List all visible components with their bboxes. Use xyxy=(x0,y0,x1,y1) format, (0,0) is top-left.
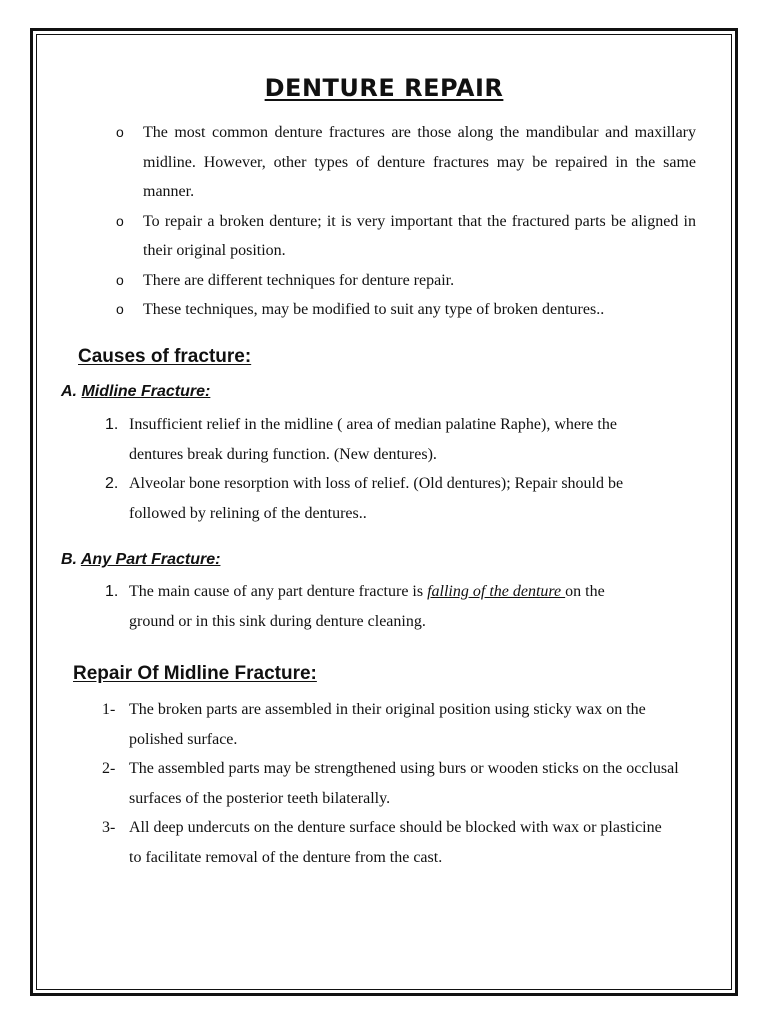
item-text-start: The main cause of any part denture fracture is xyxy=(129,583,428,600)
intro-item xyxy=(116,207,696,266)
any-part-causes-list xyxy=(102,577,702,636)
repair-steps-list xyxy=(102,695,702,872)
item-text: Alveolar bone resorption with loss of relief. (Old dentures); Repair should be followed by relining of the dentures.. xyxy=(129,475,624,522)
emphasized-phrase: falling of the denture xyxy=(427,583,566,600)
item-text xyxy=(129,577,649,636)
causes-heading: Causes of fracture: xyxy=(78,346,252,367)
bullet-marker: o xyxy=(116,271,124,288)
section-letter: B. xyxy=(61,551,77,568)
repair-heading: Repair Of Midline Fracture: xyxy=(73,663,317,684)
item-number: 2. xyxy=(105,475,119,492)
item-text: The assembled parts may be strengthened using burs or wooden sticks on the occlusal surfaces of the posterior teeth bilaterally. xyxy=(129,760,679,807)
item-text: All deep undercuts on the denture surface should be blocked with wax or plasticine to facilitate removal of the denture from the cast. xyxy=(129,819,662,866)
section-letter: A. xyxy=(61,383,77,400)
item-number: 1. xyxy=(105,416,119,433)
midline-fracture-title: Midline Fracture: xyxy=(81,383,211,400)
list-item xyxy=(102,695,702,754)
list-item xyxy=(102,813,702,872)
midline-fracture-heading xyxy=(61,383,210,401)
intro-item-text: The most common denture fractures are those along the mandibular and maxillary midline. However, other types of denture fractures may be repaired in the same manner. xyxy=(143,124,696,200)
bullet-marker: o xyxy=(116,212,124,229)
item-number: 2- xyxy=(102,760,116,777)
intro-item-text: There are different techniques for denture repair. xyxy=(143,271,455,289)
page-title: DENTURE REPAIR xyxy=(264,74,504,102)
intro-item-text: To repair a broken denture; it is very important that the fractured parts be aligned in their original position. xyxy=(143,212,696,259)
any-part-fracture-heading xyxy=(61,551,220,569)
any-part-fracture-title: Any Part Fracture: xyxy=(80,551,221,568)
item-number: 1- xyxy=(102,701,116,718)
intro-item xyxy=(116,266,696,296)
midline-causes-list xyxy=(102,410,702,528)
bullet-marker: o xyxy=(116,301,124,317)
intro-list xyxy=(116,118,696,325)
item-number: 1. xyxy=(105,583,119,600)
intro-item xyxy=(116,295,696,325)
intro-item-text: These techniques, may be modified to suit any type of broken dentures.. xyxy=(143,301,605,318)
item-text: Insufficient relief in the midline ( area of median palatine Raphe), where the dentures break during function. (New dentures). xyxy=(129,416,617,463)
list-item xyxy=(102,577,702,636)
list-item xyxy=(102,410,702,469)
bullet-marker: o xyxy=(116,124,124,140)
intro-item xyxy=(116,118,696,207)
list-item xyxy=(102,469,702,528)
item-number: 3- xyxy=(102,819,116,836)
item-text-end: on the ground or in this sink during denture cleaning. xyxy=(129,583,605,630)
list-item xyxy=(102,754,702,813)
item-text: The broken parts are assembled in their original position using sticky wax on the polished surface. xyxy=(129,701,646,748)
